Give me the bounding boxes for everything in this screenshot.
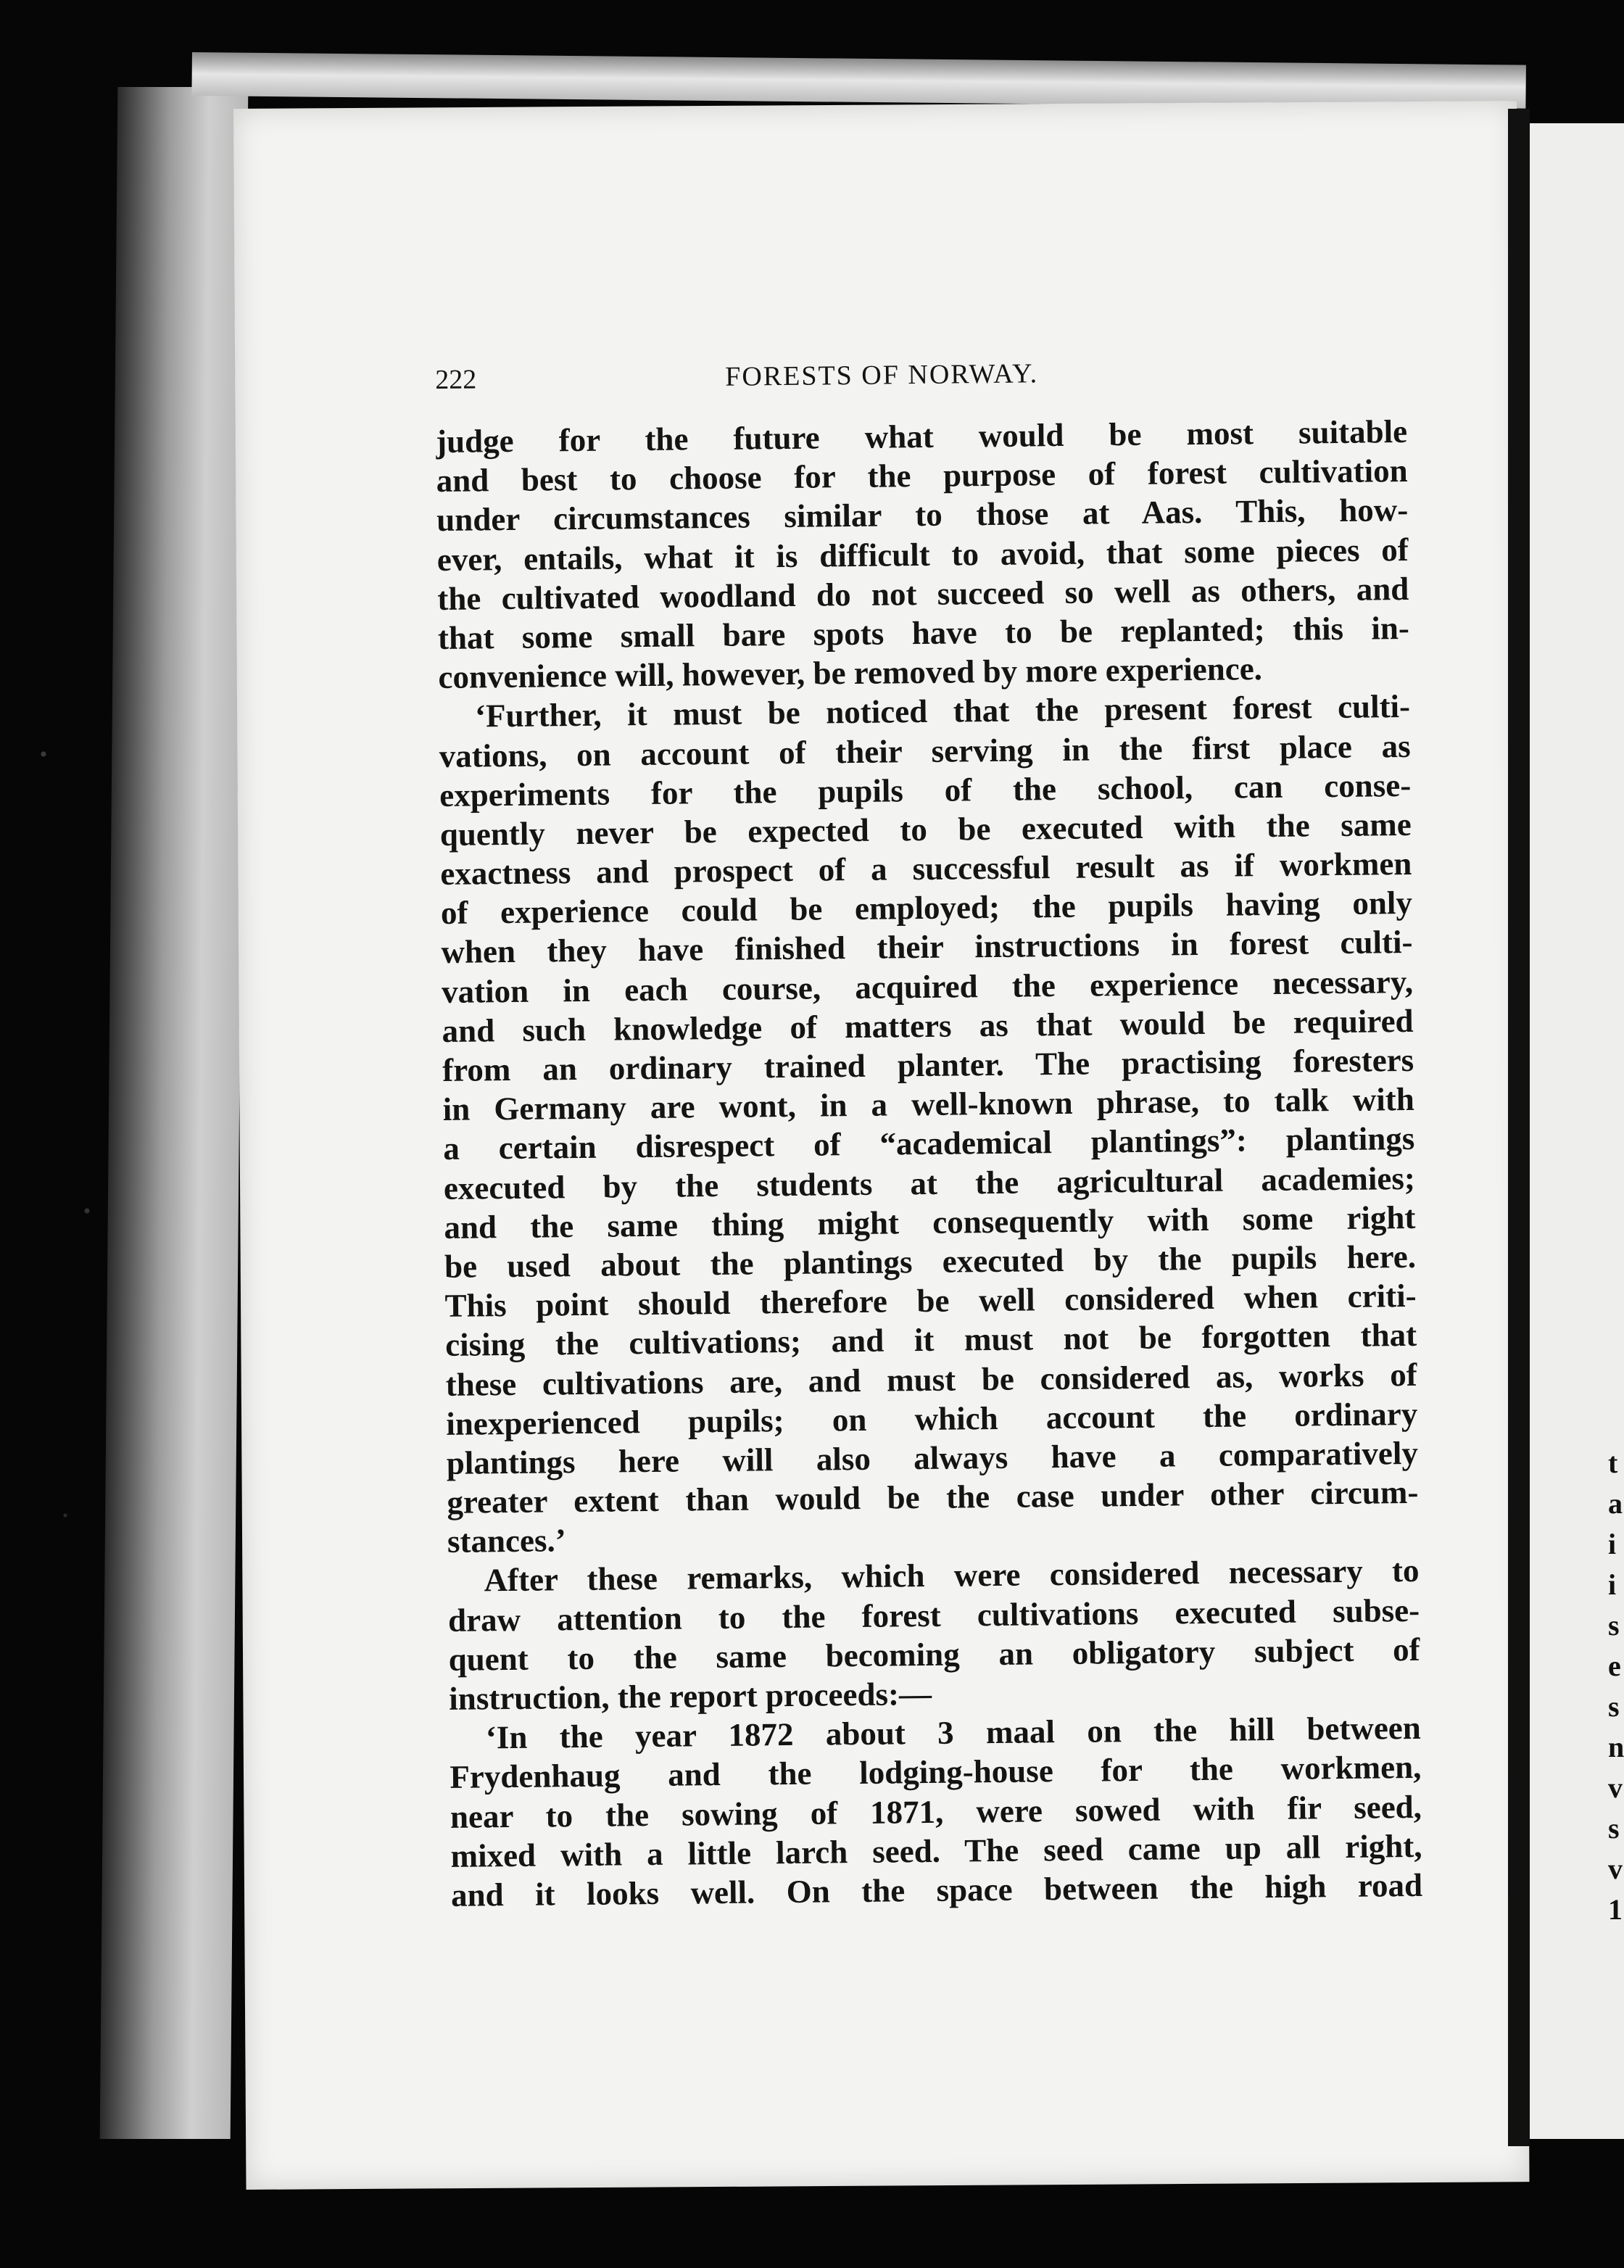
text-line: near to the sowing of 1871, were sowed with fir seed, [450,1788,1422,1835]
text-line: cising the cultivations; and it must not be forgotten that [444,1317,1417,1364]
text-line: and such knowledge of matters as that would be required [442,1002,1414,1049]
running-head [435,354,1407,422]
text-line: that some small bare spots have to be replanted; this in- [437,609,1410,656]
text-line: vation in each course, acquired the experience necessary, [441,963,1414,1010]
paragraph [450,1708,1423,1915]
text-line: This point should therefore be well considered when criti- [444,1278,1417,1325]
text-line: ‘Further, it must be noticed that the present forest culti- [474,688,1411,734]
text-line: judge for the future what would be most suitable [435,413,1408,460]
text-line: greater extent than would be the case under other circum- [447,1473,1419,1520]
paragraph [436,412,1410,697]
text-line: executed by the students at the agricultural academies; [443,1159,1416,1207]
running-title: FORESTS OF NORWAY. [724,358,1039,392]
book-page-edges [100,87,249,2139]
text-line: inexperienced pupils; on which account the ordinary [446,1395,1418,1442]
text-line: After these remarks, which were considered necessary to [484,1552,1420,1599]
text-line: ever, entails, what it is difficult to avoid, that some pieces of [436,531,1409,578]
text-line: of experience could be employed; the pupils having only [440,885,1413,932]
text-line: be used about the plantings executed by the pupils here. [444,1238,1417,1285]
text-line: under circumstances similar to those at Aas. This, how- [436,492,1409,539]
text-line: draw attention to the forest cultivations executed subse- [447,1592,1420,1639]
text-line: mixed with a little larch seed. The seed came up all right, [450,1827,1422,1874]
text-line: from an ordinary trained planter. The practising foresters [442,1041,1414,1088]
text-line: in Germany are wont, in a well-known phrase, to talk with [442,1081,1414,1128]
page-text-block [435,354,1422,1915]
text-line: vations, on account of their serving in the first place as [439,727,1411,774]
text-line: these cultivations are, and must be considered as, works of [445,1356,1417,1403]
text-line: plantings here will also always have a comparatively [446,1434,1419,1481]
facing-page-cropped-text: t a i i s e s n v s v 1 [1608,1447,1624,1926]
text-line: experiments for the pupils of the school, can conse- [439,766,1412,814]
text-line: when they have finished their instructions in forest culti- [441,924,1413,971]
text-line: quently never be expected to be executed with the same [439,806,1412,853]
text-line: and best to choose for the purpose of forest cultivation [436,452,1408,500]
text-line: the cultivated woodland do not succeed so well as others, and [437,570,1409,617]
text-line: ‘In the year 1872 about 3 maal on the hill between [485,1710,1422,1756]
text-line: convenience will, however, be removed by more experience. [438,650,1263,696]
paragraph [439,687,1419,1561]
text-line: stances.’ [447,1522,566,1560]
text-line: exactness and prospect of a successful result as if workmen [440,845,1412,893]
gutter-shadow [1508,109,1530,2146]
text-line: and the same thing might consequently with some right [444,1199,1416,1246]
text-line: instruction, the report proceeds:— [449,1675,932,1717]
text-line: and it looks well. On the space between the high road [450,1866,1423,1913]
text-line: quent to the same becoming an obligatory subject of [448,1631,1420,1678]
page-number: 222 [435,364,477,395]
text-line: a certain disrespect of “academical plantings”: plantings [443,1120,1415,1167]
body-text [436,412,1422,1915]
text-line: Frydenhaug and the lodging-house for the workmen, [450,1749,1422,1796]
paragraph [447,1551,1420,1718]
